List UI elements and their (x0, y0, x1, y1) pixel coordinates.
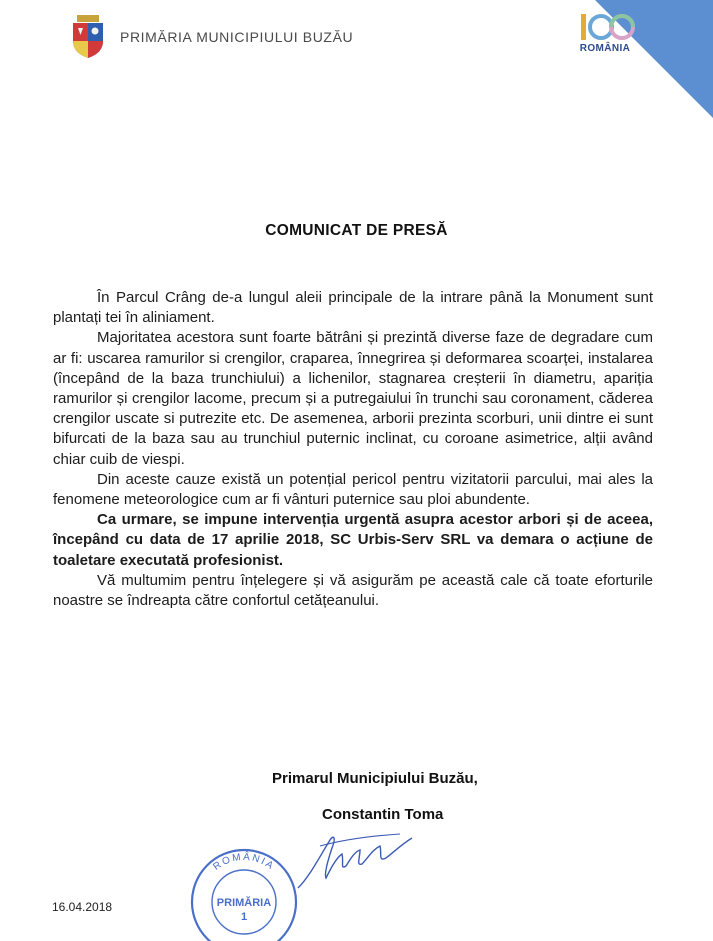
document-date: 16.04.2018 (52, 900, 113, 914)
centenary-label: ROMÂNIA (579, 43, 631, 54)
paragraph: Vă multumim pentru înțelegere și vă asigurăm pe această cale că toate eforturile noastre se îndreapta către confortul cetățeanului. (53, 571, 653, 610)
document-body (53, 288, 653, 611)
institution-name: PRIMĂRIA MUNICIPIULUI BUZĂU (120, 29, 354, 45)
coat-of-arms-icon (70, 15, 106, 59)
official-stamp-icon (184, 840, 304, 941)
handwritten-signature (290, 826, 420, 896)
stamp-number: 1 (240, 911, 248, 923)
signatory-name: Constantin Toma (322, 806, 444, 823)
centenary-number-icon (575, 12, 635, 42)
stamp-center-text: PRIMĂRIA (216, 897, 272, 909)
document-title: COMUNICAT DE PRESĂ (265, 222, 448, 239)
signatory-title: Primarul Municipiului Buzău, (272, 770, 478, 787)
romania-100-logo (566, 12, 644, 54)
paragraph: În Parcul Crâng de-a lungul aleii principale de la intrare până la Monument sunt plantați tei în aliniament. (53, 289, 653, 327)
stamp-top-text: ROMÂNIA (211, 851, 277, 873)
paragraph: Majoritatea acestora sunt foarte bătrâni și prezintă diverse faze de degradare cum ar fi: uscarea ramurilor si crengilor, craparea, înnegrirea și deformarea scoarței, instalarea (începând de la baza trunchiului) a lichenilor, stagnarea creșterii în diametru, apariția ramurilor și crengilor lacome, precum și a putregaiului în trunchi sau coronament, căderea crengilor uscate si putrezite etc. De asemenea, arborii prezinta scorburi, unii dintre ei sunt bifurcati de la baza sau au trunchiul puternic inclinat, cu coroane asimetrice, alții având chiar cuib de viespi. (53, 329, 653, 468)
letterhead (70, 14, 353, 60)
paragraph-bold: Ca urmare, se impune intervenția urgentă asupra acestor arbori și de aceea, începând cu data de 17 aprilie 2018, SC Urbis-Serv SRL va demara o acțiune de toaletare executată profesionist. (53, 511, 653, 569)
paragraph: Din aceste cauze există un potențial pericol pentru vizitatorii parcului, mai ales la fenomene meteorologice cum ar fi vânturi puternice sau ploi abundente. (53, 470, 653, 509)
